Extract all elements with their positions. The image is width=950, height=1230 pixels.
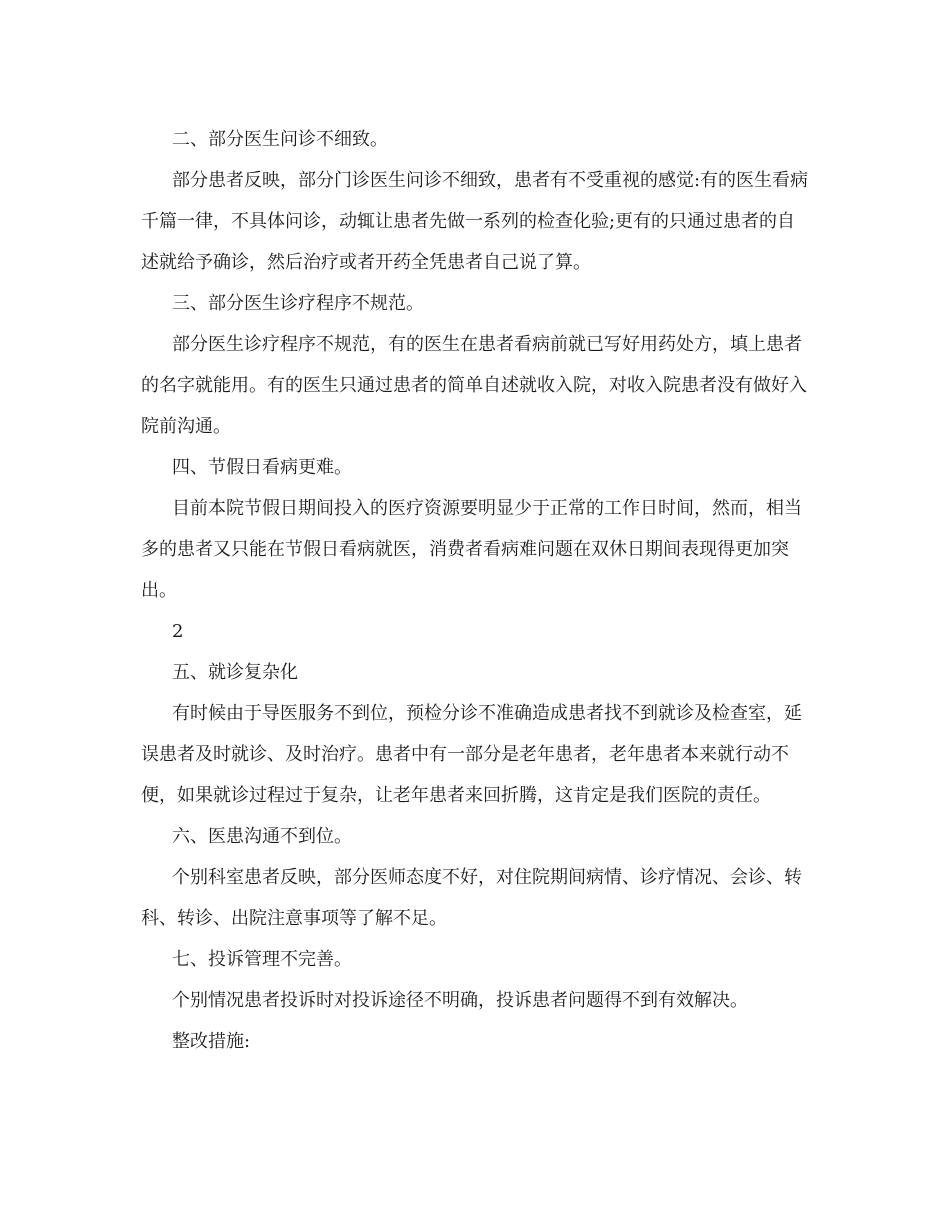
heading-5-complex: 五、就诊复杂化: [172, 662, 298, 683]
heading-6-communication: 六、医患沟通不到位。: [172, 826, 352, 847]
heading-measures: 整改措施:: [172, 1031, 251, 1052]
paragraph-complaints: 个别情况患者投诉时对投诉途径不明确，投诉患者问题得不到有效解决。: [172, 990, 748, 1011]
paragraph-communication: 个别科室患者反映，部分医师态度不好，对住院期间病情、诊疗情况、会诊、转科、转诊、出院注意事项等了解不足。: [141, 867, 802, 929]
heading-7-complaints: 七、投诉管理不完善。: [172, 949, 352, 970]
heading-2-inquiry: 二、部分医生问诊不细致。: [172, 129, 388, 150]
heading-4-holiday: 四、节假日看病更难。: [172, 457, 352, 478]
paragraph-inquiry: 部分患者反映，部分门诊医生问诊不细致，患者有不受重视的感觉:有的医生看病千篇一律，不具体问诊，动辄让患者先做一系列的检查化验;更有的只通过患者的自述就给予确诊，然后治疗或者开药全凭患者自己说了算。: [141, 170, 809, 273]
paragraph-procedure: 部分医生诊疗程序不规范，有的医生在患者看病前就已写好用药处方，填上患者的名字就能用。有的医生只通过患者的简单自述就收入院，对收入院患者没有做好入院前沟通。: [141, 334, 807, 437]
heading-3-procedure: 三、部分医生诊疗程序不规范。: [172, 293, 424, 314]
section-number: 2: [172, 621, 184, 642]
paragraph-holiday: 目前本院节假日期间投入的医疗资源要明显少于正常的工作日时间，然而，相当多的患者又只能在节假日看病就医，消费者看病难问题在双休日期间表现得更加突出。: [141, 498, 802, 601]
paragraph-complex: 有时候由于导医服务不到位，预检分诊不准确造成患者找不到就诊及检查室，延误患者及时就诊、及时治疗。患者中有一部分是老年患者，老年患者本来就行动不便，如果就诊过程过于复杂，让老年患者来回折腾，这肯定是我们医院的责任。: [141, 703, 802, 806]
